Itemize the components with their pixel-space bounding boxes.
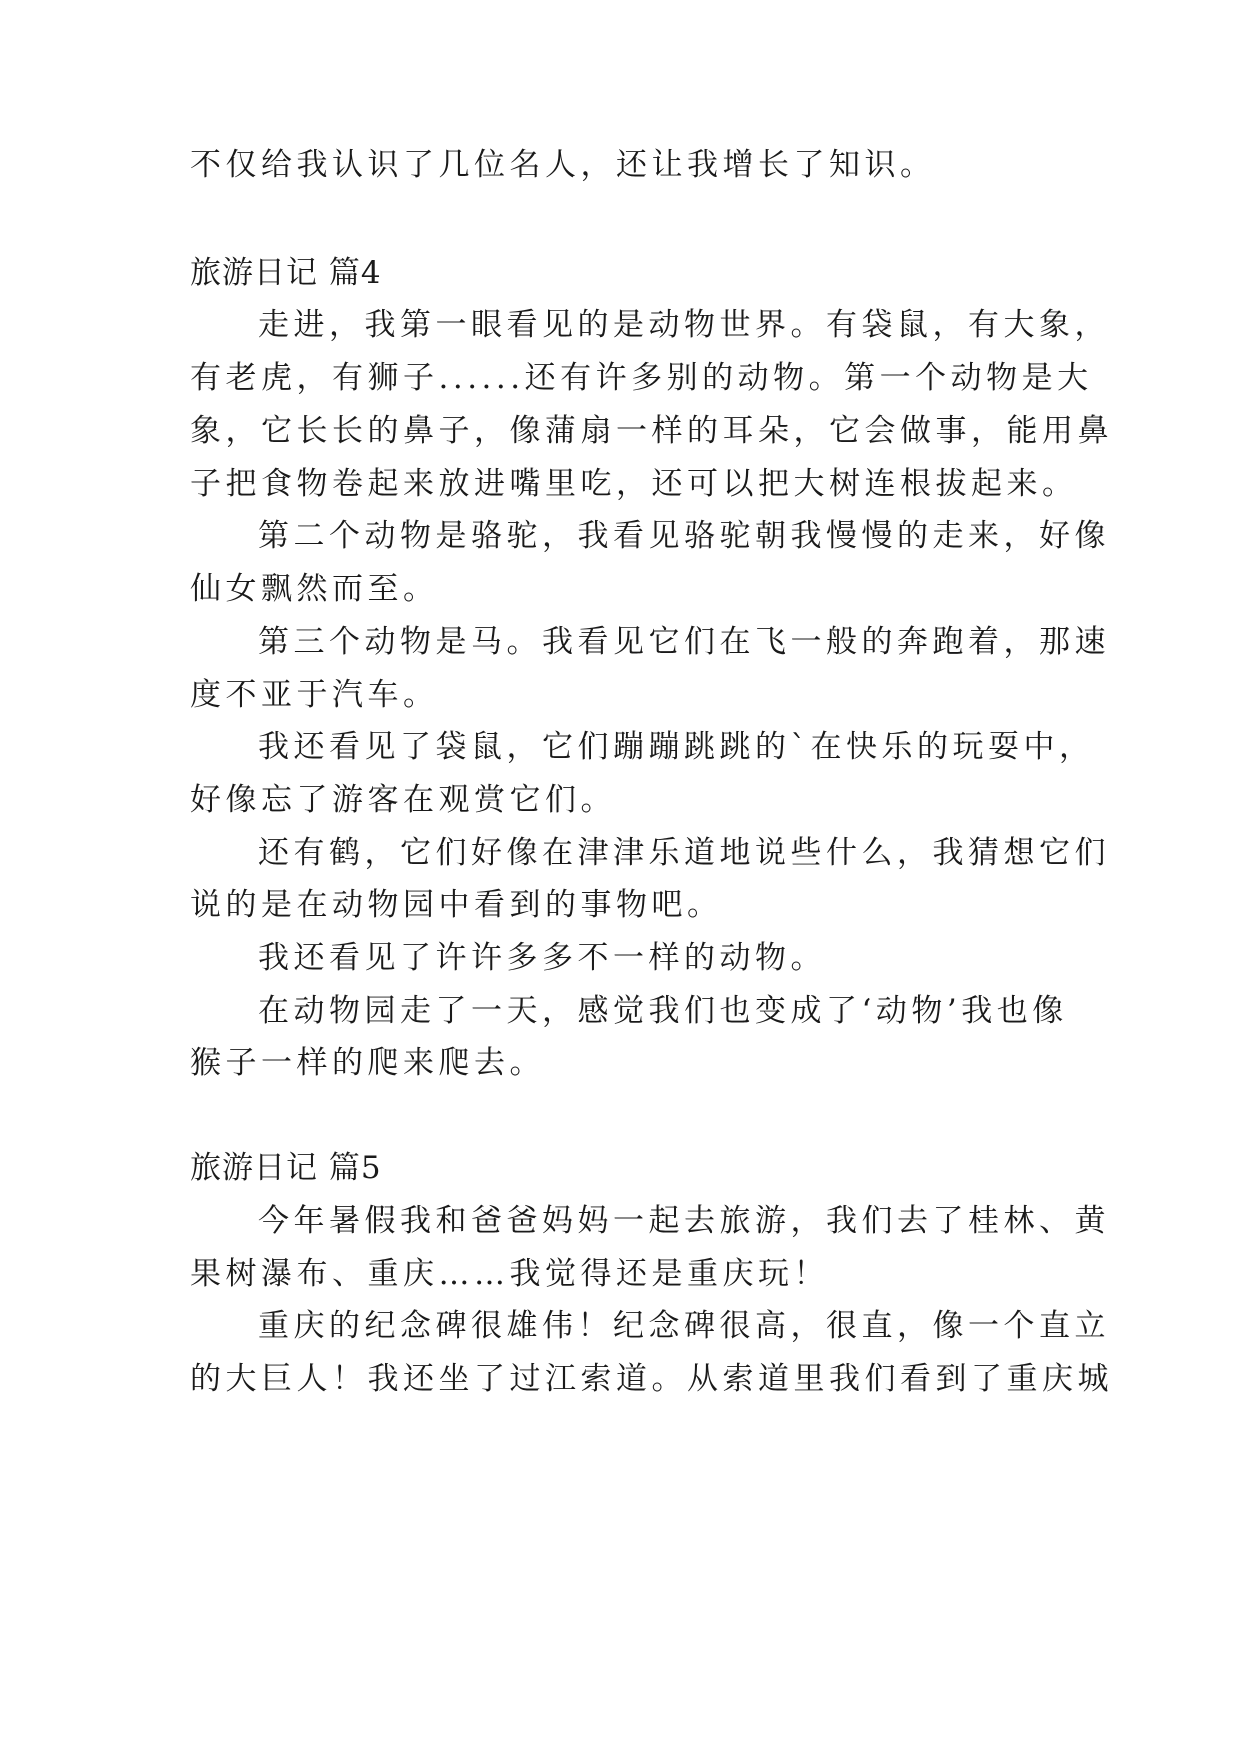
paragraph-line: 第三个动物是马。我看见它们在飞一般的奔跑着，那速: [258, 624, 1110, 660]
paragraph-line: 第二个动物是骆驼，我看见骆驼朝我慢慢的走来，好像: [258, 518, 1110, 554]
paragraph-line: 在动物园走了一天，感觉我们也变成了‘动物’我也像: [258, 993, 1068, 1029]
paragraph-line: 我还看见了许许多多不一样的动物。: [258, 940, 826, 976]
paragraph-line: 度不亚于汽车。: [190, 677, 439, 713]
paragraph-line: 走进，我第一眼看见的是动物世界。有袋鼠，有大象，: [258, 307, 1110, 343]
paragraph-line: 说的是在动物园中看到的事物吧。: [190, 887, 723, 923]
paragraph-line: 果树瀑布、重庆……我觉得还是重庆玩！: [190, 1256, 829, 1292]
paragraph-line: 象，它长长的鼻子，像蒲扇一样的耳朵，它会做事，能用鼻: [190, 413, 1113, 449]
paragraph-line: 重庆的纪念碑很雄伟！纪念碑很高，很直，像一个直立: [258, 1308, 1110, 1344]
paragraph-line: 今年暑假我和爸爸妈妈一起去旅游，我们去了桂林、黄: [258, 1203, 1110, 1239]
paragraph-line: 的大巨人！我还坐了过江索道。从索道里我们看到了重庆城: [190, 1361, 1113, 1397]
section-heading: 旅游日记 篇5: [190, 1150, 382, 1186]
section-heading: 旅游日记 篇4: [190, 255, 382, 291]
paragraph-line: 不仅给我认识了几位名人，还让我增长了知识。: [190, 147, 936, 183]
paragraph-line: 还有鹤，它们好像在津津乐道地说些什么，我猜想它们: [258, 835, 1110, 871]
paragraph-line: 猴子一样的爬来爬去。: [190, 1045, 545, 1081]
paragraph-line: 有老虎，有狮子......还有许多别的动物。第一个动物是大: [190, 360, 1093, 396]
paragraph-line: 我还看见了袋鼠，它们蹦蹦跳跳的`在快乐的玩耍中，: [258, 729, 1095, 765]
paragraph-line: 子把食物卷起来放进嘴里吃，还可以把大树连根拔起来。: [190, 466, 1078, 502]
paragraph-line: 仙女飘然而至。: [190, 571, 439, 607]
paragraph-line: 好像忘了游客在观赏它们。: [190, 782, 616, 818]
